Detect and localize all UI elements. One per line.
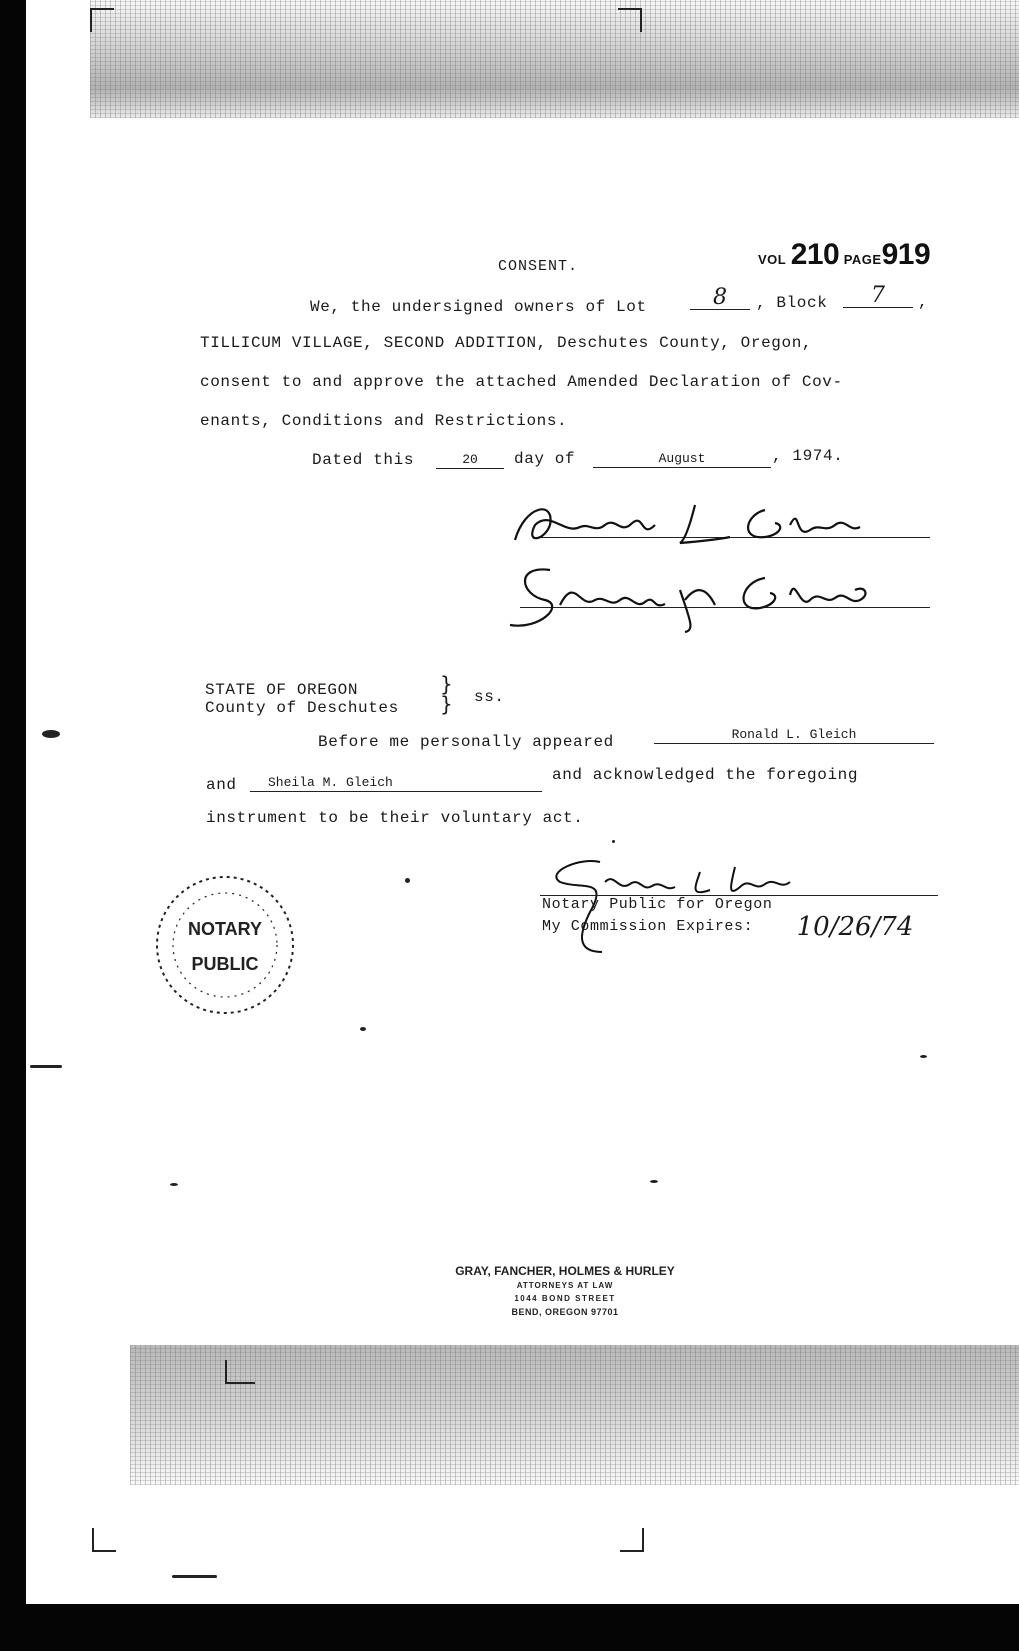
scan-bottom-edge bbox=[0, 1604, 1019, 1651]
notary-title: Notary Public for Oregon bbox=[542, 896, 773, 913]
page-label: PAGE bbox=[843, 252, 882, 267]
commission-expiry-date: 10/26/74 bbox=[796, 912, 914, 942]
dated-year: , 1974. bbox=[772, 447, 844, 465]
vol-number: 210 bbox=[790, 238, 840, 271]
voluntary-act-line: instrument to be their voluntary act. bbox=[206, 809, 584, 827]
block-label: , Block bbox=[756, 294, 828, 312]
consent-line-2: TILLICUM VILLAGE, SECOND ADDITION, Deschutes County, Oregon, bbox=[200, 334, 813, 352]
volume-page-stamp bbox=[758, 238, 930, 272]
seal-text-notary: NOTARY bbox=[188, 919, 262, 939]
scan-artifact bbox=[920, 1055, 927, 1058]
appeared-name-2: Sheila M. Gleich bbox=[250, 775, 542, 792]
brace-bottom: } bbox=[440, 692, 453, 716]
ss-label: ss. bbox=[474, 688, 505, 706]
owner-2-signature bbox=[505, 560, 905, 635]
and-label: and bbox=[206, 776, 237, 794]
dated-month: August bbox=[593, 451, 771, 468]
block-number: 7 bbox=[843, 285, 913, 308]
scan-artifact bbox=[30, 1065, 62, 1068]
scan-left-edge bbox=[0, 0, 26, 1651]
dated-label: Dated this bbox=[312, 451, 415, 469]
state-label: STATE OF OREGON bbox=[205, 681, 359, 699]
owner-1-signature bbox=[505, 495, 905, 555]
notary-seal bbox=[150, 870, 300, 1020]
appeared-label: Before me personally appeared bbox=[318, 733, 614, 751]
county-label: County of Deschutes bbox=[205, 699, 399, 717]
scan-artifact bbox=[612, 840, 615, 843]
crop-mark-top-right bbox=[618, 8, 642, 32]
firm-line-2: ATTORNEYS AT LAW bbox=[516, 1281, 614, 1290]
firm-line-3: 1044 BOND STREET bbox=[514, 1294, 616, 1303]
crop-mark-top-left bbox=[90, 8, 114, 32]
brace-top: } bbox=[440, 672, 453, 696]
scan-noise-top bbox=[90, 0, 1019, 118]
seal-text-public: PUBLIC bbox=[191, 954, 259, 974]
scan-artifact bbox=[405, 878, 410, 883]
commission-label: My Commission Expires: bbox=[542, 918, 754, 935]
scan-artifact bbox=[172, 1575, 217, 1578]
document-title: CONSENT. bbox=[498, 258, 579, 275]
scan-artifact bbox=[360, 1027, 366, 1031]
page-number: 919 bbox=[881, 238, 931, 271]
acknowledged-text: and acknowledged the foregoing bbox=[552, 766, 859, 784]
crop-mark-bottom-right bbox=[620, 1528, 644, 1552]
scan-artifact bbox=[170, 1183, 178, 1186]
crop-mark-middle bbox=[225, 1360, 255, 1384]
lot-number: 8 bbox=[690, 287, 750, 310]
consent-line-3: consent to and approve the attached Amended Declaration of Cov- bbox=[200, 373, 843, 391]
firm-line-4: BEND, OREGON 97701 bbox=[511, 1307, 619, 1317]
scan-noise-bottom bbox=[130, 1345, 1019, 1485]
firm-name: GRAY, FANCHER, HOLMES & HURLEY bbox=[455, 1264, 675, 1278]
appeared-name-1: Ronald L. Gleich bbox=[654, 727, 934, 744]
vol-label: VOL bbox=[758, 252, 787, 267]
crop-mark-bottom-left bbox=[92, 1528, 116, 1552]
line-1-comma: , bbox=[918, 293, 929, 311]
scan-artifact bbox=[650, 1180, 658, 1183]
day-of-label: day of bbox=[514, 450, 576, 468]
consent-line-1: We, the undersigned owners of Lot bbox=[310, 298, 647, 316]
scan-artifact bbox=[42, 730, 60, 738]
consent-line-4: enants, Conditions and Restrictions. bbox=[200, 412, 568, 430]
dated-day: 20 bbox=[436, 452, 504, 469]
